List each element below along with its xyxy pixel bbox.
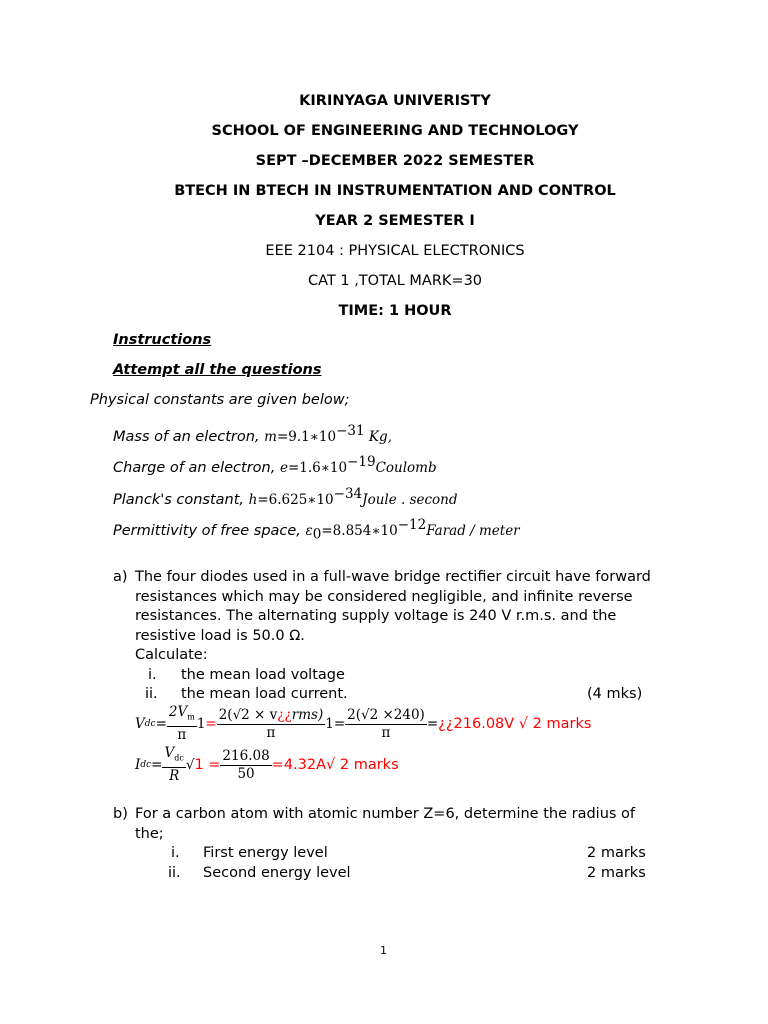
question-a-item-num: ii. [145, 686, 158, 702]
constant-label: Charge of an electron, [113, 459, 280, 476]
constant-permittivity [113, 517, 520, 543]
programme-title: BTECH IN BTECH IN INSTRUMENTATION AND CONTROL [174, 183, 616, 199]
constant-symbol: ε [305, 522, 313, 539]
constant-symbol: h [248, 491, 258, 508]
constant-value: =1.6∗10 [287, 459, 348, 476]
instructions-heading: Instructions [113, 332, 212, 348]
constant-exponent: −31 [336, 423, 365, 439]
school-name: SCHOOL OF ENGINEERING AND TECHNOLOGY [211, 123, 579, 139]
question-a-line-1: The four diodes used in a full-wave bridge rectifier circuit have forward [135, 569, 651, 585]
eq-lhs: V [135, 716, 145, 732]
question-b-item-text: Second energy level [203, 865, 351, 881]
question-b-line-2: the; [135, 826, 164, 842]
question-a-item-text: the mean load current. [181, 686, 348, 702]
question-a-line-3: resistances. The alternating supply voltage is 240 V r.m.s. and the [135, 608, 617, 624]
constant-unit: Farad / meter [426, 522, 520, 539]
eq-tick: 1 [196, 716, 206, 732]
cat-title: CAT 1 ,TOTAL MARK=30 [307, 273, 483, 289]
constant-electron-charge [113, 454, 437, 476]
time-title: TIME: 1 HOUR [338, 303, 452, 319]
eq-fraction: $\frac{\text{2(√2 × v¿¿rms)}}{\pi}$ [218, 706, 324, 741]
question-b-item-num: ii. [168, 865, 181, 881]
constant-exponent: −19 [347, 454, 376, 470]
constants-intro: Physical constants are given below; [90, 392, 350, 408]
question-a-item-num: i. [148, 667, 157, 683]
question-a-item-text: the mean load voltage [181, 667, 345, 683]
eq-fraction: $\frac{2V_m}{\pi}$ [168, 704, 195, 743]
eq-fraction: $\frac{V_{dc}}{R}$ [164, 745, 184, 784]
eq-result: =4.32A√ 2 marks [271, 757, 399, 773]
constant-unit: Coulomb [375, 459, 437, 476]
constant-exponent: −34 [333, 486, 363, 502]
constant-unit: Joule . second [362, 491, 458, 508]
eq-result: ¿¿216.08V √ 2 marks [438, 716, 592, 732]
semester-title: SEPT –DECEMBER 2022 SEMESTER [255, 153, 535, 169]
eq-lhs: I [135, 757, 141, 773]
question-a-marker: a) [113, 569, 128, 585]
constant-value: =6.625∗10 [257, 491, 334, 508]
constant-unit: Kg, [364, 428, 392, 445]
question-a-line-4: resistive load is 50.0 Ω. [135, 628, 305, 644]
constant-symbol: e [279, 459, 288, 476]
constant-exponent: −12 [397, 517, 427, 533]
constant-value: =9.1∗10 [276, 428, 337, 445]
question-b-marker: b) [113, 806, 128, 822]
constant-subscript: 0 [312, 526, 322, 543]
question-b-item-marks: 2 marks [587, 845, 646, 861]
constant-label: Planck's constant, [113, 491, 249, 508]
question-b-item-text: First energy level [203, 845, 328, 861]
constant-electron-mass [113, 423, 392, 445]
eq-fraction: $\frac{2(√2 \times 240)}{\pi}$ [347, 706, 425, 741]
year-title: YEAR 2 SEMESTER I [315, 213, 475, 229]
question-b-item-marks: 2 marks [587, 865, 646, 881]
course-title: EEE 2104 : PHYSICAL ELECTRONICS [265, 243, 525, 259]
constant-planck [113, 486, 458, 508]
university-name: KIRINYAGA UNIVERISTY [299, 93, 491, 109]
eq-lhs-sub: dc [144, 719, 156, 729]
page-number: 1 [380, 944, 387, 957]
constant-value: =8.854∗10 [321, 522, 398, 539]
question-a-marks: (4 mks) [587, 686, 643, 702]
question-b-item-num: i. [171, 845, 180, 861]
constant-symbol: m [264, 428, 277, 445]
instructions-line: Attempt all the questions [113, 362, 322, 378]
eq-mid: 1= [325, 716, 346, 732]
eq-lhs-sub: dc [140, 760, 152, 770]
question-a-line-2: resistances which may be considered negligible, and infinite reverse [135, 589, 633, 605]
answer-mean-voltage: V dc = $\frac{2V_m}{\pi}$ 1 = $\frac{\text{2(√2 × v¿¿rms)}}{\pi}$ 1= $\frac{2(√2 \times 240)}{\pi}$ = ¿¿216.08V √ 2 marks [135, 704, 592, 743]
constant-label: Mass of an electron, [113, 428, 265, 445]
answer-mean-current: I dc = $\frac{V_{dc}}{R}$ √ 1 = $\frac{216.08}{50}$ =4.32A√ 2 marks [135, 745, 399, 784]
question-b-line-1: For a carbon atom with atomic number Z=6, determine the radius of [135, 806, 636, 822]
question-a-line-5: Calculate: [135, 647, 208, 663]
eq-fraction: $\frac{216.08}{50}$ [222, 747, 270, 782]
constant-label: Permittivity of free space, [113, 522, 306, 539]
